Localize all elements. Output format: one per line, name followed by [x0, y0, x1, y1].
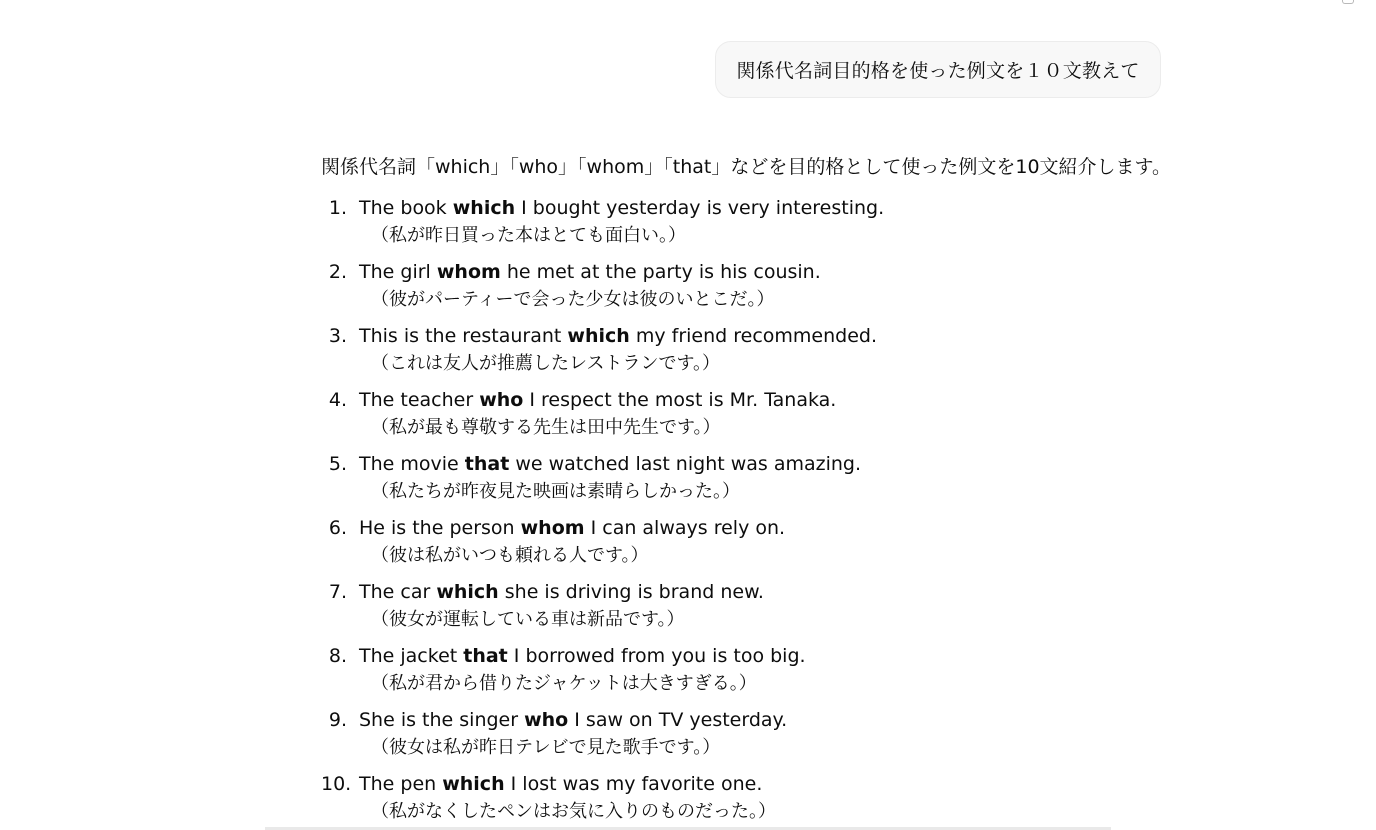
relative-pronoun: which	[436, 581, 499, 603]
sentence-start: The book	[359, 197, 453, 219]
assistant-intro: 関係代名詞「which」「who」「whom」「that」などを目的格として使った例文を10文紹介します。	[321, 156, 1172, 178]
sentence-start: The movie	[359, 453, 465, 475]
english-sentence	[359, 261, 821, 283]
sentence-start: The pen	[359, 773, 443, 795]
sentence-end: I respect the most is Mr. Tanaka.	[523, 389, 837, 411]
window-corner-icon[interactable]	[1342, 0, 1354, 4]
item-number: 5.	[328, 453, 347, 475]
sentence-end: he met at the party is his cousin.	[500, 261, 821, 283]
japanese-translation: （彼女が運転している車は新品です。）	[371, 609, 685, 630]
japanese-translation: （私が君から借りたジャケットは大きすぎる。）	[371, 673, 757, 694]
japanese-translation: （彼がパーティーで会った少女は彼のいとこだ。）	[371, 289, 775, 310]
relative-pronoun: which	[442, 773, 505, 795]
relative-pronoun: which	[452, 197, 516, 219]
assistant-message	[321, 152, 1172, 830]
list-item	[321, 771, 1141, 825]
item-number: 4.	[328, 389, 347, 411]
list-item	[321, 195, 1141, 249]
relative-pronoun: who	[479, 389, 524, 411]
example-list	[321, 195, 1141, 825]
list-item	[321, 643, 1141, 697]
sentence-end: we watched last night was amazing.	[509, 453, 862, 475]
item-number: 6.	[328, 517, 347, 539]
item-number: 9.	[328, 709, 347, 731]
english-sentence	[359, 517, 785, 539]
japanese-translation: （私がなくしたペンはお気に入りのものだった。）	[371, 801, 776, 822]
english-sentence	[359, 197, 884, 219]
english-sentence	[359, 645, 806, 667]
sentence-start: The jacket	[359, 645, 464, 667]
sentence-end: my friend recommended.	[629, 325, 877, 347]
sentence-start: The car	[359, 581, 437, 603]
item-number: 3.	[328, 325, 347, 347]
japanese-translation: （彼女は私が昨日テレビで見た歌手です。）	[371, 737, 721, 758]
english-sentence	[359, 389, 836, 411]
sentence-start: She is the singer	[359, 709, 525, 731]
item-number: 8.	[328, 645, 347, 667]
list-item	[321, 451, 1141, 505]
sentence-end: I bought yesterday is very interesting.	[515, 197, 885, 219]
relative-pronoun: that	[463, 645, 508, 667]
japanese-translation: （私が最も尊敬する先生は田中先生です。）	[371, 417, 721, 438]
list-item	[321, 259, 1141, 313]
sentence-start: This is the restaurant	[359, 325, 568, 347]
sentence-start: The girl	[359, 261, 437, 283]
sentence-end: I lost was my favorite one.	[504, 773, 763, 795]
user-message-text: 関係代名詞目的格を使った例文を１０文教えて	[736, 60, 1140, 82]
list-item	[321, 323, 1141, 377]
relative-pronoun: that	[464, 453, 510, 475]
sentence-start: The teacher	[359, 389, 480, 411]
english-sentence	[359, 581, 764, 603]
japanese-translation: （私たちが昨夜見た映画は素晴らしかった。）	[371, 481, 740, 502]
list-item	[321, 579, 1141, 633]
relative-pronoun: who	[524, 709, 569, 731]
sentence-end: I borrowed from you is too big.	[507, 645, 806, 667]
relative-pronoun: whom	[436, 261, 501, 283]
item-number: 2.	[328, 261, 347, 283]
user-message-bubble	[715, 41, 1161, 98]
relative-pronoun: which	[567, 325, 630, 347]
japanese-translation: （これは友人が推薦したレストランです。）	[371, 353, 721, 374]
english-sentence	[359, 709, 787, 731]
english-sentence	[359, 453, 861, 475]
sentence-end: I saw on TV yesterday.	[568, 709, 788, 731]
japanese-translation: （彼は私がいつも頼れる人です。）	[371, 545, 649, 566]
list-item	[321, 707, 1141, 761]
sentence-start: He is the person	[359, 517, 521, 539]
english-sentence	[359, 773, 762, 795]
relative-pronoun: whom	[520, 517, 585, 539]
item-number: 7.	[328, 581, 347, 603]
english-sentence	[359, 325, 877, 347]
list-item	[321, 515, 1141, 569]
sentence-end: I can always rely on.	[584, 517, 786, 539]
list-item	[321, 387, 1141, 441]
japanese-translation: （私が昨日買った本はとても面白い。）	[371, 225, 686, 246]
item-number: 1.	[328, 197, 347, 219]
item-number: 10.	[321, 773, 352, 795]
sentence-end: she is driving is brand new.	[498, 581, 764, 603]
